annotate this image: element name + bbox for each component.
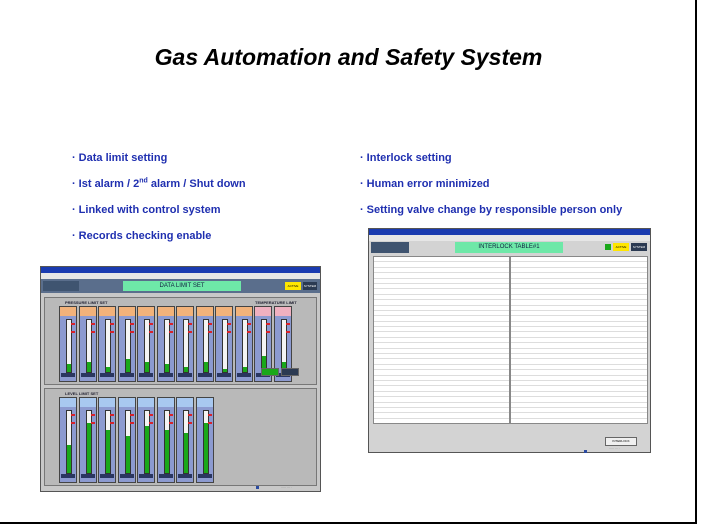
menu-bar [369,235,650,241]
gauge-fill [67,445,71,473]
gauge-head [119,398,135,407]
gauge-column [98,306,116,382]
gauge-footer [217,373,231,377]
gauge-fill [165,430,169,473]
gauge-marker [247,323,251,325]
gauge-fill [223,369,227,372]
gauge-bar [105,319,111,373]
gauge-head [138,307,154,316]
gauge-column [79,397,97,483]
gauge-bar [183,319,189,373]
gauge-marker [130,323,134,325]
gauge-fill [165,364,169,372]
gauge-column [176,397,194,483]
gauge-bar [144,410,150,474]
gauge-marker [169,323,173,325]
gauge-head [60,398,76,407]
gauge-marker [247,331,251,333]
gauge-footer [178,474,192,478]
gauge-bar [164,410,170,474]
gauge-fill [145,426,149,473]
gauge-marker [227,331,231,333]
bullet-data-limit [72,151,246,177]
bullet-text: Records checking enable [78,230,212,242]
system-button[interactable]: SYSTEM [303,284,317,288]
temperature-label: TEMPERATURE LIMIT [255,300,297,305]
green-button[interactable] [261,368,279,376]
gauge-footer [198,373,212,377]
gauge-head [119,307,135,316]
gauge-column [118,306,136,382]
bullet-interlock [360,151,622,177]
gauge-bar [261,319,267,373]
data-limit-banner: DATA LIMIT SET [123,281,241,291]
pressure-label: PRESSURE LIMIT SET [65,300,108,305]
gauge-bar [203,410,209,474]
gauge-fill [126,436,130,473]
gauge-bar [222,319,228,373]
gauge-footer [237,373,251,377]
bullet-dot: · [72,178,76,190]
left-bullet-list [72,151,246,255]
gauge-marker [91,414,95,416]
bullet-text: Setting valve change by responsible person only [366,204,623,216]
gauge-footer [61,474,75,478]
interlock-banner: INTERLOCK TABLE#1 [455,242,563,253]
header-tag [43,281,79,291]
footer-timestamp: ····· ··· · [281,485,292,489]
gauge-fill [87,362,91,372]
gauge-marker [71,331,75,333]
gauge-fill [184,433,188,473]
gauge-marker [149,331,153,333]
gauge-marker [130,331,134,333]
gauge-footer [81,474,95,478]
gauge-column [235,306,253,382]
gauge-fill [145,362,149,372]
nav-dot [256,486,259,489]
gauge-column [98,397,116,483]
gauge-head [216,307,232,316]
gauge-marker [71,414,75,416]
gauge-column [196,397,214,483]
gauge-column [215,306,233,382]
level-label: LEVEL LIMIT SET [65,391,99,396]
gauge-column [59,397,77,483]
gauge-marker [110,323,114,325]
interlock-table-left [373,256,510,424]
gauge-fill [204,423,208,473]
nav-dot [584,450,587,453]
gauge-footer [139,373,153,377]
bullet-text: Interlock setting [366,152,452,164]
bullet-text: Linked with control system [78,204,221,216]
gauge-marker [91,422,95,424]
gauge-head [197,307,213,316]
gauge-column [118,397,136,483]
gauge-fill [184,367,188,372]
gauge-marker [110,414,114,416]
footer-timestamp: ····· ··· · [609,446,620,450]
gauge-head [255,307,271,316]
gauge-footer [120,373,134,377]
gauge-footer [120,474,134,478]
gauge-marker [286,323,290,325]
gauge-marker [169,331,173,333]
gauge-head [158,307,174,316]
bullet-text: Data limit setting [78,152,168,164]
slide-title: Gas Automation and Safety System [154,44,543,70]
gauge-bar [125,319,131,373]
gauge-marker [188,414,192,416]
gauge-marker [208,323,212,325]
gauge-bar [203,319,209,373]
active-indicator: ACTIVE [285,282,301,290]
gauge-marker [130,414,134,416]
gauge-column [176,306,194,382]
gauge-head [99,398,115,407]
gauge-fill [106,367,110,372]
gauge-marker [208,422,212,424]
gauge-marker [91,323,95,325]
gauge-marker [149,422,153,424]
interlock-button[interactable]: INTERLOCK [605,437,637,446]
gauge-column [157,306,175,382]
active-indicator: ACTIVE [613,243,629,251]
gauge-head [138,398,154,407]
bullet-text-tail: alarm / Shut down [147,178,246,190]
right-bullet-list [360,151,622,229]
gauge-column [59,306,77,382]
gauge-head [197,398,213,407]
gauge-head [236,307,252,316]
gauge-bar [66,410,72,474]
gauge-column [137,397,155,483]
gauge-marker [208,414,212,416]
bullet-dot: · [72,230,76,242]
gauge-column [196,306,214,382]
gauge-marker [91,331,95,333]
bullet-dot: · [360,204,364,216]
bullet-valve [360,203,622,229]
gauge-bar [164,319,170,373]
gauge-head [275,307,291,316]
system-button[interactable]: SYSTEM [632,245,646,249]
gauge-bar [183,410,189,474]
gauge-bar [242,319,248,373]
gauge-footer [61,373,75,377]
gauge-marker [188,422,192,424]
gauge-footer [139,474,153,478]
gauge-marker [130,422,134,424]
gauge-bar [144,319,150,373]
gauge-marker [266,323,270,325]
bullet-alarm [72,177,246,203]
gauge-marker [149,414,153,416]
gauge-marker [149,323,153,325]
bullet-human-error [360,177,622,203]
bullet-dot: · [360,178,364,190]
gauge-marker [71,323,75,325]
gauge-fill [106,430,110,473]
bullet-linked [72,203,246,229]
gauge-marker [188,331,192,333]
gauge-marker [110,422,114,424]
gauge-column [137,306,155,382]
gauge-head [177,398,193,407]
gauge-head [60,307,76,316]
gauge-marker [286,331,290,333]
interlock-table-right [510,256,648,424]
gauge-footer [100,373,114,377]
gauge-marker [110,331,114,333]
gauge-bar [281,319,287,373]
gauge-marker [169,414,173,416]
bullet-dot: · [360,152,364,164]
gauge-marker [71,422,75,424]
gauge-marker [169,422,173,424]
gauge-marker [208,331,212,333]
bullet-dot: · [72,152,76,164]
gauge-footer [159,474,173,478]
data-limit-screenshot [40,266,321,492]
gauge-bar [105,410,111,474]
status-light [605,244,611,250]
gauge-fill [243,367,247,372]
gauge-fill [126,359,130,372]
gauge-marker [227,323,231,325]
table-row [511,419,647,424]
header-tag [371,242,409,253]
bullet-text: Human error minimized [366,178,490,190]
gauge-column [79,306,97,382]
interlock-screenshot [368,228,651,453]
gauge-bar [66,319,72,373]
gauge-bar [125,410,131,474]
gauge-head [80,307,96,316]
gauge-column [157,397,175,483]
bullet-dot: · [72,204,76,216]
level-panel [44,388,317,486]
bullet-sup: nd [139,177,148,185]
gauge-bar [86,319,92,373]
pressure-panel [44,297,317,385]
gauge-head [177,307,193,316]
gauge-footer [81,373,95,377]
screen-header [41,279,320,293]
gauge-fill [204,362,208,372]
gauge-fill [67,364,71,372]
gauge-bar [86,410,92,474]
gauge-footer [100,474,114,478]
gauge-head [99,307,115,316]
gauge-head [158,398,174,407]
gauge-fill [87,423,91,473]
gauge-footer [198,474,212,478]
bullet-records [72,229,246,255]
gauge-head [80,398,96,407]
table-row [374,419,509,424]
dark-button[interactable] [281,368,299,376]
gauge-footer [178,373,192,377]
gauge-footer [159,373,173,377]
bullet-text: Ist alarm / 2 [78,178,140,190]
gauge-marker [188,323,192,325]
gauge-marker [266,331,270,333]
